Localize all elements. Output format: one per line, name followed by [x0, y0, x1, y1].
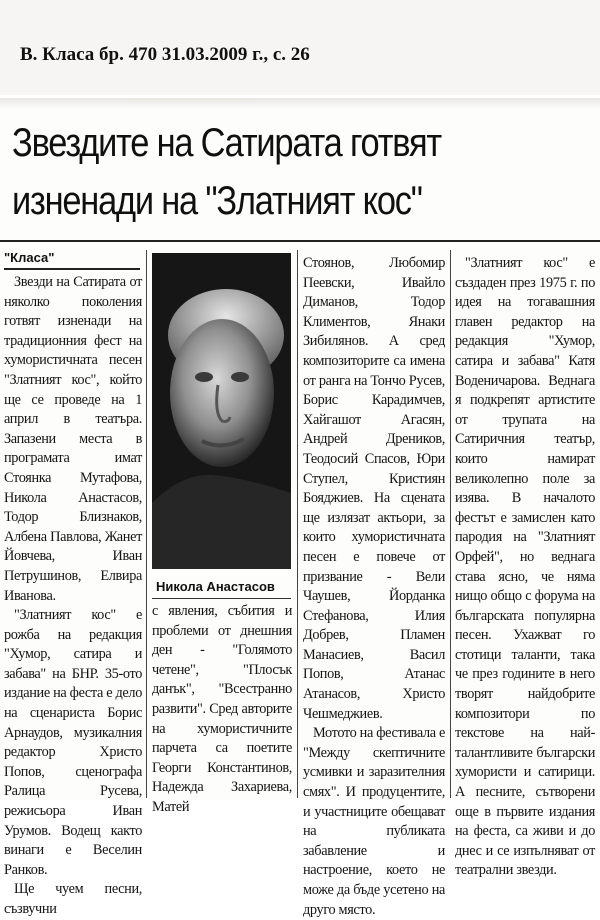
kicker-underline	[4, 268, 140, 270]
paragraph: Ще чуем песни, съзвучни	[4, 881, 142, 917]
paragraph: "Златният кос" е създаден през 1975 г. по идея на тогавашния главен редактор на редакция "Хумор, сатира и забава" Катя Воденичарова. Веднага я подкрепят артистите от трупата на Сатиричния театър, които намират великолепно поле за изява. В началото фестът е замислен като пародия на "Златният Орфей", но веднага става ясно, че няма нищо общо с форума на българската популярна песен. Ухажват го стотици таланти, така че през годините в него творят найдобрите композитори по текстове на най-талантливите български хумористи и сатирици. А песните, сътворени още в първите издания на феста, са живи и до днес и се изпълняват от театрални звезди.	[455, 255, 595, 879]
headline-line-1: Звездите на Сатирата готвят	[12, 121, 441, 165]
paragraph: "Златният кос" е рожба на редакция "Хумор, сатира и забава" на БНР. 35-ото издание на феста е дело на сценариста Борис Арнаудов, музикалния редактор Христо Попов, сценографа Ралица Русева, режисьора Иван Урумов. Водещ както винаги е Веселин Ранков.	[4, 607, 142, 878]
article-column-4	[455, 254, 595, 881]
photo-caption: Никола Анастасов	[156, 579, 275, 594]
paragraph: с явления, събития и проблеми от днешния ден - "Голямото четене", "Плосък данък", "Всестранно развити". Сред авторите на хумористичните парчета са поетите Георги Константинов, Надежда Захариева, Матей	[152, 603, 292, 815]
scan-edge	[0, 98, 600, 108]
source-kicker: "Класа"	[4, 250, 55, 265]
headline-rule	[0, 240, 600, 242]
paragraph: Мотото на фестивала е "Между скептичните усмивки и заразителния смях". И продуцентите, и участниците обещават на публиката забавление и настроение, което не може да бъде усетено на друго място.	[303, 725, 445, 918]
paragraph: Стоянов, Любомир Пеевски, Ивайло Диманов, Тодор Климентов, Янаки Зибилянов. А сред композиторите са имена от ранга на Тончо Русев, Борис Карадимчев, Хайгашот Агасян, Андрей Дреников, Теодосий Спасов, Юри Ступел, Кристиян Бояджиев. На сцената ще излязат актьори, за които хумористичната песен е повече от призвание - Вели Чаушев, Йорданка Стефанова, Илия Добрев, Пламен Манасиев, Васил Попов, Атанас Атанасов, Христо Чешмеджиев.	[303, 255, 445, 722]
column-divider	[450, 250, 451, 798]
column-divider	[297, 250, 298, 798]
article-column-2	[152, 602, 292, 818]
article-column-3	[303, 254, 445, 920]
article-headline	[12, 114, 511, 230]
portrait-photo	[152, 253, 291, 569]
caption-rule	[152, 598, 291, 599]
article-column-1	[4, 273, 142, 920]
column-divider	[146, 250, 147, 798]
paragraph: Звезди на Сатирата от няколко поколения готвят изненади на традиционния фест на хумористичната песен "Златният кос", който ще се проведе на 1 април в театъра. Запазени места в програмата имат Стоянка Мутафова, Никола Анастасов, Тодор Близнаков, Албена Павлова, Жанет Йовчева, Иван Петрушинов, Елвира Иванова.	[4, 274, 142, 604]
citation-text: В. Класа бр. 470 31.03.2009 г., с. 26	[20, 44, 310, 65]
citation-bar	[0, 0, 600, 95]
portrait-image	[152, 253, 291, 569]
headline-line-2: изненади на "Златният кос"	[12, 179, 422, 223]
